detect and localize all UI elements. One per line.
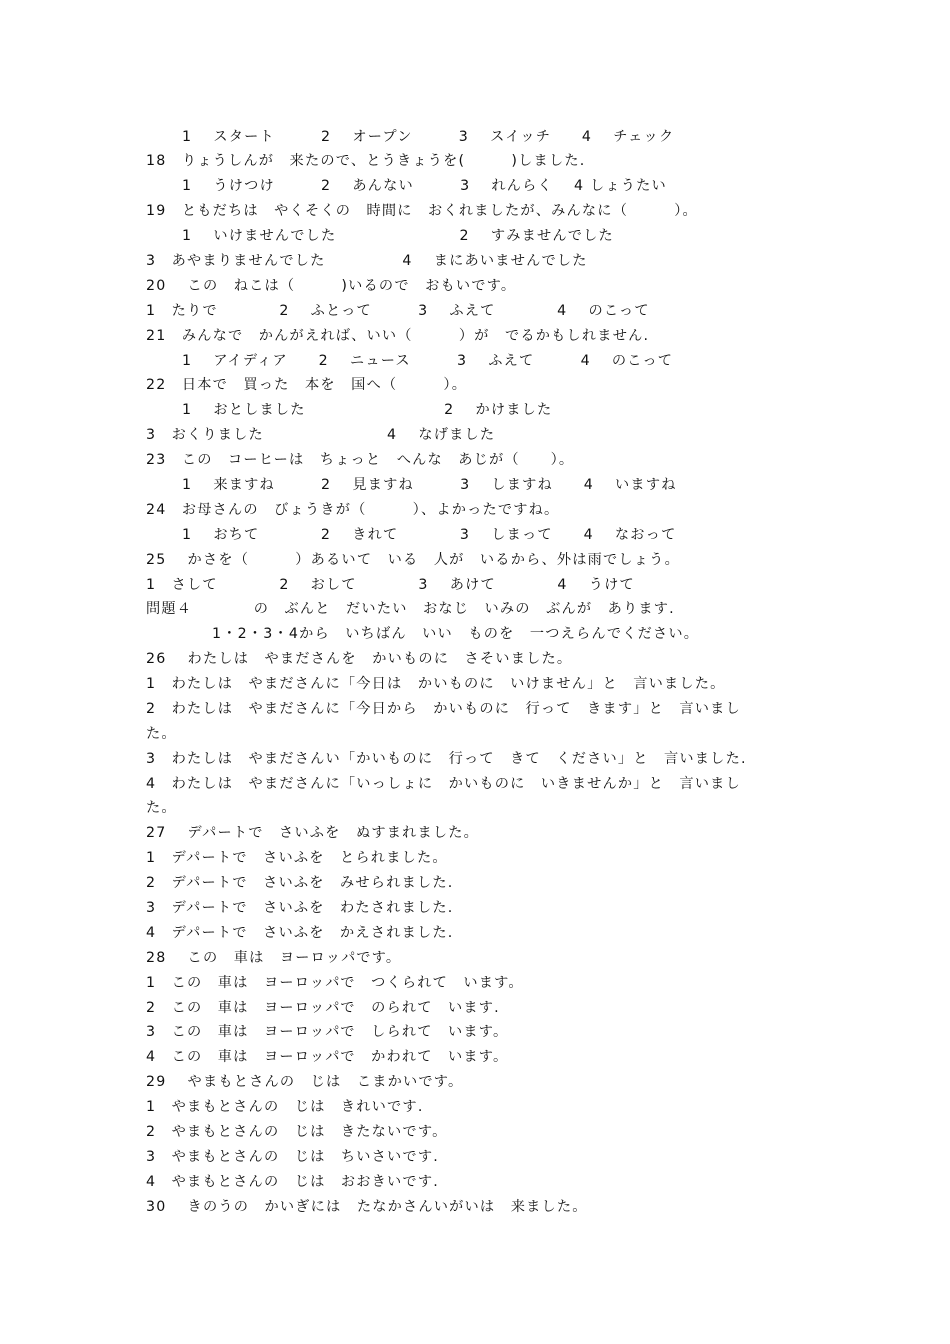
options-line-22b: 3 おくりました 4 なげました (146, 427, 496, 443)
option-26-4: 4 わたしは やまださんに「いっしょに かいものに いきませんか」と 言いまし (146, 776, 741, 792)
options-line-25: 1 さして 2 おして 3 あけて 4 うけて (146, 577, 635, 593)
question-22: 22 日本で 買った 本を 国へ（ ）。 (146, 377, 468, 393)
option-29-1: 1 やまもとさんの じは きれいです. (146, 1099, 424, 1115)
option-26-3: 3 わたしは やまださんい「かいものに 行って きて ください」と 言いました. (146, 751, 747, 767)
option-26-2: 2 わたしは やまださんに「今日から かいものに 行って きます」と 言いまし (146, 701, 741, 717)
option-29-4: 4 やまもとさんの じは おおきいです. (146, 1174, 439, 1190)
question-25: 25 かさを（ ）あるいて いる 人が いるから、外は雨でしょう。 (146, 552, 680, 568)
question-18: 18 りょうしんが 来たので、とうきょうを( )しました. (146, 153, 586, 169)
options-line-24: 1 おちて 2 きれて 3 しまって 4 なおって (182, 527, 677, 543)
options-line-21: 1 アイディア 2 ニュース 3 ふえて 4 のこって (182, 353, 674, 369)
option-27-1: 1 デパートで さいふを とられました。 (146, 850, 448, 866)
question-27: 27 デパートで さいふを ぬすまれました。 (146, 825, 480, 841)
question-20: 20 この ねこは（ )いるので おもいです。 (146, 278, 517, 294)
question-30: 30 きのうの かいぎには たなかさんいがいは 来ました。 (146, 1199, 588, 1215)
option-28-3: 3 この 車は ヨーロッパで しられて います。 (146, 1024, 509, 1040)
option-26-1: 1 わたしは やまださんに「今日は かいものに いけません」と 言いました。 (146, 676, 726, 692)
question-23: 23 この コーヒーは ちょっと へんな あじが（ ）。 (146, 452, 575, 468)
options-line-17: 1 スタート 2 オープン 3 スイッチ 4 チェック (182, 129, 675, 145)
question-24: 24 お母さんの びょうきが（ ）、よかったですね。 (146, 502, 560, 518)
section-instruction: 1・2・3・4から いちばん いい ものを 一つえらんでください。 (212, 626, 700, 642)
question-29: 29 やまもとさんの じは こまかいです。 (146, 1074, 464, 1090)
section-heading: 問題４ の ぶんと だいたい おなじ いみの ぶんが あります. (146, 601, 675, 617)
question-21: 21 みんなで かんがえれば、いい（ ）が でるかもしれません. (146, 328, 650, 344)
option-28-4: 4 この 車は ヨーロッパで かわれて います。 (146, 1049, 509, 1065)
option-28-2: 2 この 車は ヨーロッパで のられて います. (146, 1000, 500, 1016)
option-27-4: 4 デパートで さいふを かえされました. (146, 925, 454, 941)
question-26: 26 わたしは やまださんを かいものに さそいました。 (146, 651, 573, 667)
question-19: 19 ともだちは やくそくの 時間に おくれましたが、みんなに（ ）。 (146, 203, 698, 219)
question-28: 28 この 車は ヨーロッパです。 (146, 950, 402, 966)
option-27-3: 3 デパートで さいふを わたされました. (146, 900, 454, 916)
option-26-2-cont: た。 (146, 726, 177, 742)
options-line-18: 1 うけつけ 2 あんない 3 れんらく 4 しょうたい (182, 178, 667, 194)
option-26-4-cont: た。 (146, 800, 177, 816)
options-line-22a: 1 おとしました 2 かけました (182, 402, 553, 418)
option-28-1: 1 この 車は ヨーロッパで つくられて います。 (146, 975, 524, 991)
options-line-23: 1 来ますね 2 見ますね 3 しますね 4 いますね (182, 477, 677, 493)
options-line-19b: 3 あやまりませんでした 4 まにあいませんでした (146, 253, 588, 269)
option-29-2: 2 やまもとさんの じは きたないです。 (146, 1124, 448, 1140)
option-27-2: 2 デパートで さいふを みせられました. (146, 875, 454, 891)
options-line-19a: 1 いけませんでした 2 すみませんでした (182, 228, 614, 244)
options-line-20: 1 たりで 2 ふとって 3 ふえて 4 のこって (146, 303, 650, 319)
option-29-3: 3 やまもとさんの じは ちいさいです. (146, 1149, 439, 1165)
